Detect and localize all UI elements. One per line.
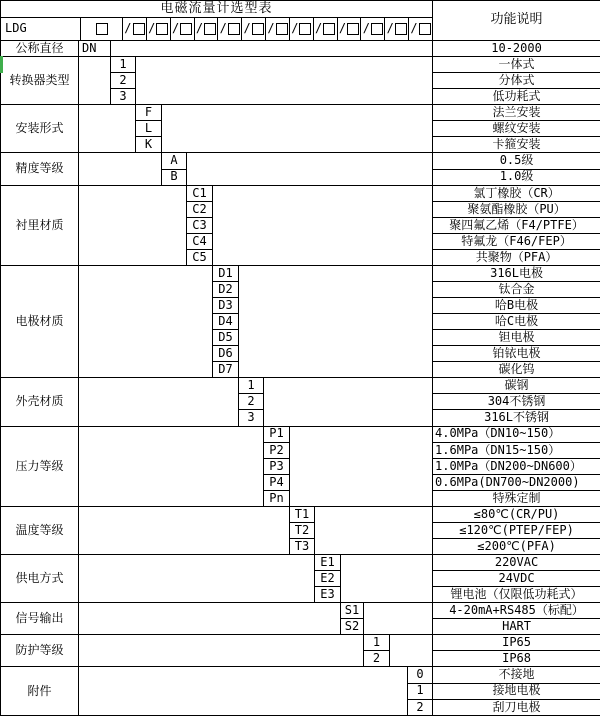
option-desc: 0.5级 [433,153,600,169]
option-code: L [136,121,162,137]
model-prefix: LDG [1,18,81,40]
spacer-cell [79,265,213,377]
option-desc: 分体式 [433,73,600,89]
option-code: K [136,137,162,153]
model-slot: / [123,18,147,40]
table-row [1,105,600,121]
table-row [1,41,600,57]
spacer-cell [79,105,136,153]
option-code: D7 [213,362,239,378]
option-desc: 1.0级 [433,169,600,185]
spacer-cell [79,57,111,105]
model-slot: / [338,18,362,40]
option-code: T2 [290,522,315,538]
table-row [1,265,600,281]
model-code-row [1,18,432,40]
option-desc: 10-2000 [433,41,600,57]
option-desc: 共聚物（PFA） [433,249,600,265]
option-code: C3 [187,217,213,233]
option-code: C2 [187,201,213,217]
option-code: 0 [408,667,433,683]
option-code: D5 [213,330,239,346]
option-desc: 钛合金 [433,281,600,297]
scan-artifact [0,56,3,73]
option-desc: 304不锈钢 [433,394,600,410]
spacer-cell [162,105,433,153]
spacer-cell [79,667,408,716]
group-label: 防护等级 [1,635,79,667]
table-row [1,667,600,683]
option-code: F [136,105,162,121]
option-desc: 4-20mA+RS485（标配） [433,603,600,619]
table-row [1,635,600,651]
table-row [1,153,600,169]
option-code: 2 [239,394,264,410]
option-code: C5 [187,249,213,265]
spacer-cell [364,603,433,635]
table-row [1,555,600,571]
spacer-cell [79,635,364,667]
group-label: 转换器类型 [1,57,79,105]
option-code: C1 [187,185,213,201]
option-code: E2 [315,571,341,587]
group-label: 压力等级 [1,426,79,506]
option-code: DN [79,41,111,57]
model-slot: / [147,18,171,40]
option-desc: ≤80℃(CR/PU) [433,506,600,522]
option-desc: 哈C电极 [433,314,600,330]
table-row [1,603,600,619]
option-desc: 220VAC [433,555,600,571]
spacer-cell [264,378,433,426]
option-desc: 碳钢 [433,378,600,394]
option-desc: 一体式 [433,57,600,73]
option-desc: 特氟龙（F46/FEP） [433,233,600,249]
group-label: 公称直径 [1,41,79,57]
option-desc: 卡箍安装 [433,137,600,153]
option-desc: 24VDC [433,571,600,587]
option-desc: 低功耗式 [433,89,600,105]
option-desc: 氯丁橡胶（CR） [433,185,600,201]
spacer-cell [390,635,433,667]
option-code: S1 [341,603,364,619]
function-column-header: 功能说明 [433,1,600,41]
code-box-icon [228,23,240,35]
spacer-cell [239,265,433,377]
table-row [1,185,600,201]
spacer-cell [79,185,187,265]
code-box-icon [371,23,383,35]
option-desc: 0.6MPa(DN700~DN2000) [433,474,600,490]
option-desc: 碳化钨 [433,362,600,378]
option-code: T3 [290,538,315,554]
option-desc: 1.6MPa（DN15~150） [433,442,600,458]
option-code: D1 [213,265,239,281]
spacer-cell [315,506,433,554]
option-desc: ≤200℃(PFA) [433,538,600,554]
spacer-cell [79,378,239,426]
code-box-icon [323,23,335,35]
option-desc: 接地电极 [433,683,600,699]
option-desc: 聚四氟乙烯（F4/PTFE） [433,217,600,233]
option-code: 1 [239,378,264,394]
option-desc: 哈B电极 [433,298,600,314]
group-label: 温度等级 [1,506,79,554]
option-desc: 聚氨酯橡胶（PU） [433,201,600,217]
spacer-cell [290,426,433,506]
option-code: 2 [111,73,136,89]
option-code: E1 [315,555,341,571]
table-row [1,57,600,73]
table-row [1,378,600,394]
option-desc: ≤120℃(PTEP/FEP) [433,522,600,538]
option-desc: HART [433,619,600,635]
model-slot: / [218,18,242,40]
spacer-cell [111,41,433,57]
option-code: S2 [341,619,364,635]
option-code: D4 [213,314,239,330]
spacer-cell [213,185,433,265]
table-row [1,426,600,442]
option-code: E3 [315,587,341,603]
group-label: 安装形式 [1,105,79,153]
option-desc: 钽电极 [433,330,600,346]
group-label: 附件 [1,667,79,716]
model-slot: / [361,18,385,40]
option-code: 2 [364,651,390,667]
model-slot: / [266,18,290,40]
code-box-icon [180,23,192,35]
model-slot: / [385,18,409,40]
model-code-cell [1,18,433,41]
model-slot: / [171,18,195,40]
table-title: 电磁流量计选型表 [1,1,433,18]
code-box-icon [419,23,431,35]
code-box-icon [347,23,359,35]
option-code: 2 [408,699,433,715]
option-code: 1 [111,57,136,73]
group-label: 供电方式 [1,555,79,603]
group-label: 精度等级 [1,153,79,185]
model-slot: / [195,18,219,40]
option-code: P3 [264,458,290,474]
option-desc: 刮刀电极 [433,699,600,715]
option-desc: IP68 [433,651,600,667]
spacer-cell [79,555,315,603]
code-box-icon [299,23,311,35]
option-desc: 锂电池（仅限低功耗式） [433,587,600,603]
option-desc: 铂铱电极 [433,346,600,362]
option-desc: 316L电极 [433,265,600,281]
model-slot: / [242,18,266,40]
group-label: 衬里材质 [1,185,79,265]
option-code: P1 [264,426,290,442]
option-code: B [162,169,187,185]
spacer-cell [341,555,433,603]
model-slot: / [290,18,314,40]
code-box-icon [133,23,145,35]
table-row [1,506,600,522]
option-code: Pn [264,490,290,506]
model-slot: / [314,18,338,40]
option-code: D3 [213,298,239,314]
code-box-icon [96,23,108,35]
option-desc: 法兰安装 [433,105,600,121]
spacer-cell [79,603,341,635]
option-desc: 不接地 [433,667,600,683]
option-code: 3 [111,89,136,105]
code-box-icon [276,23,288,35]
option-desc: 316L不锈钢 [433,410,600,426]
option-desc: 1.0MPa（DN200~DN600） [433,458,600,474]
option-code: 1 [364,635,390,651]
option-code: P4 [264,474,290,490]
group-label: 外壳材质 [1,378,79,426]
option-desc: 4.0MPa（DN10~150） [433,426,600,442]
option-code: P2 [264,442,290,458]
option-code: C4 [187,233,213,249]
group-label: 电极材质 [1,265,79,377]
spacer-cell [79,506,290,554]
option-desc: 螺纹安装 [433,121,600,137]
model-first-box [81,18,123,40]
spacer-cell [187,153,433,185]
option-code: D6 [213,346,239,362]
option-code: D2 [213,281,239,297]
option-desc: 特殊定制 [433,490,600,506]
group-label: 信号输出 [1,603,79,635]
code-box-icon [395,23,407,35]
spacer-cell [136,57,433,105]
spacer-cell [79,153,162,185]
option-code: A [162,153,187,169]
option-code: 3 [239,410,264,426]
spacer-cell [79,426,264,506]
code-box-icon [156,23,168,35]
code-box-icon [204,23,216,35]
model-slot: / [409,18,432,40]
option-code: 1 [408,683,433,699]
code-box-icon [252,23,264,35]
option-code: T1 [290,506,315,522]
option-desc: IP65 [433,635,600,651]
